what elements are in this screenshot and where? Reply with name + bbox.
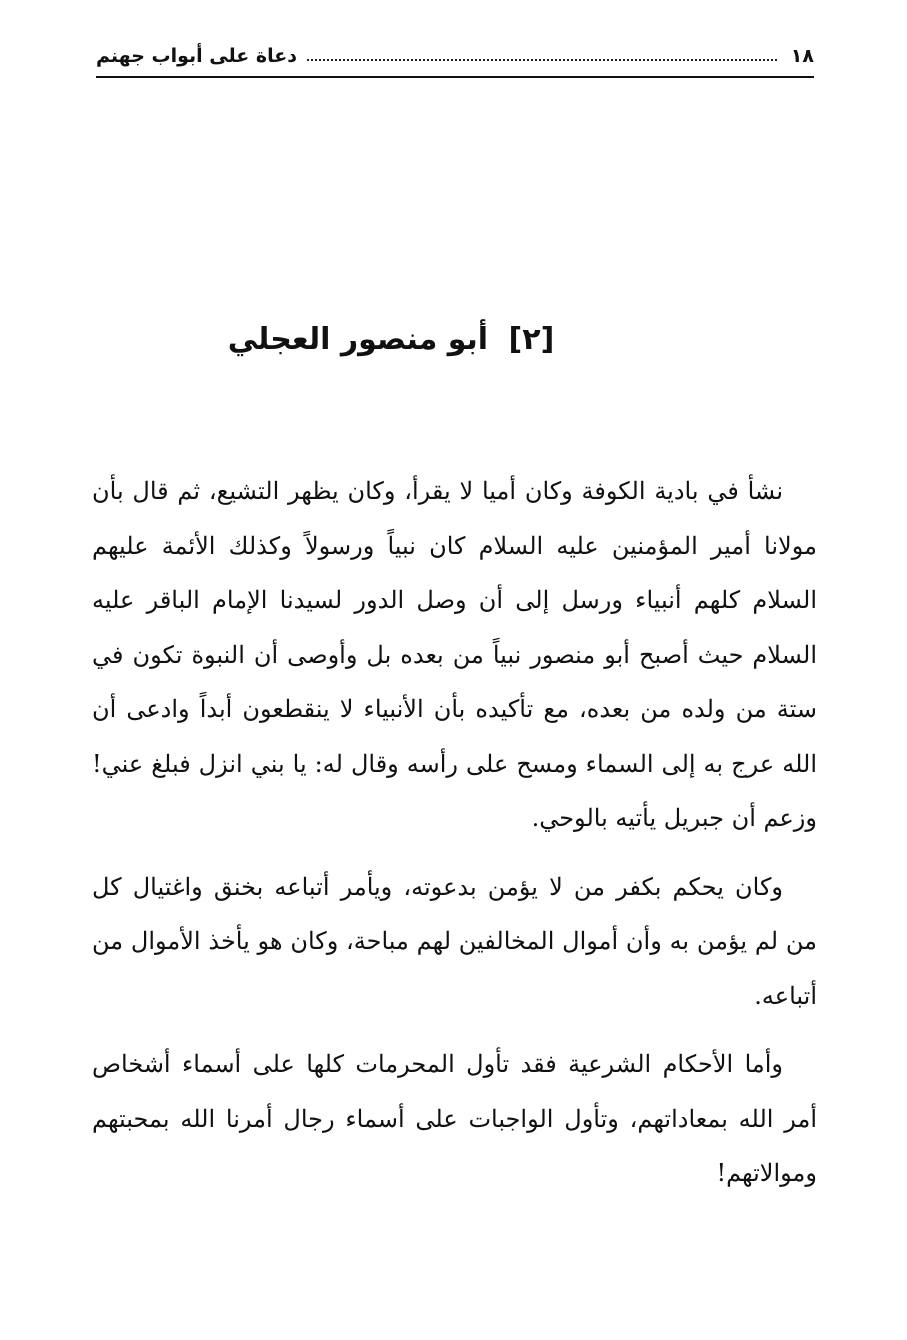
running-header	[96, 36, 814, 76]
paragraph: وأما الأحكام الشرعية فقد تأول المحرمات كلها على أسماء أشخاص أمر الله بمعاداتهم، وتأول الواجبات على أسماء رجال أمرنا الله بمحبتهم وموالاتهم!	[92, 1050, 817, 1187]
book-title: دعاة على أبواب جهنم	[96, 45, 297, 67]
page-number: ١٨	[790, 45, 814, 67]
paragraph: وكان يحكم بكفر من لا يؤمن بدعوته، ويأمر أتباعه بخنق واغتيال كل من لم يؤمن به وأن أموال المخالفين لهم مباحة، وكان هو يأخذ الأموال من أتباعه.	[92, 872, 817, 1010]
header-rule	[96, 76, 814, 78]
paragraph: نشأ في بادية الكوفة وكان أميا لا يقرأ، وكان يظهر التشيع، ثم قال بأن مولانا أمير المؤمنين عليه السلام كان نبياً ورسولاً وكذلك الأئمة عليهم السلام كلهم أنبياء ورسل إلى أن وصل الدور لسيدنا الإمام الباقر عليه السلام حيث أصبح أبو منصور نبياً من بعده بل وأوصى أن النبوة تكون في ستة من ولده من بعده، مع تأكيده بأن الأنبياء لا ينقطعون أبداً وادعى أن الله عرج به إلى السماء ومسح على رأسه وقال له: يا بني انزل فبلغ عني! وزعم أن جبريل يأتيه بالوحي.	[92, 477, 818, 832]
header-dot-leader	[307, 59, 777, 61]
chapter-title: أبو منصور العجلي	[227, 322, 489, 357]
chapter-heading	[96, 312, 686, 368]
body-text	[92, 464, 817, 1215]
chapter-number: [٢]	[508, 322, 555, 357]
